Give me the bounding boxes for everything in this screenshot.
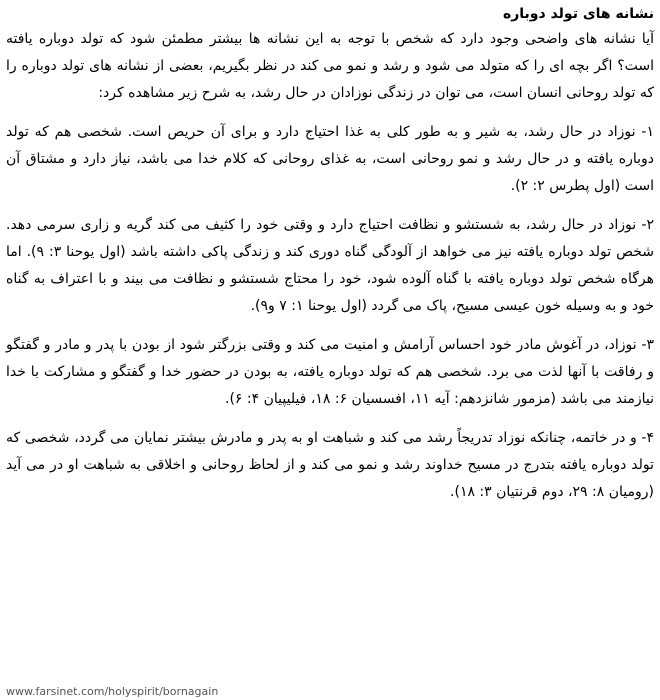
sign-1-paragraph: ۱- نوزاد در حال رشد، به شیر و به طور کلی به غذا احتیاج دارد و برای آن حریص است. شخصی هم که تولد دوباره یافته و در حال رشد و نمو روحانی است، به غذای روحانی که کلام خدا می باشد، نیاز دارد و مشتاق آن است (اول پطرس ۲: ۲). (6, 124, 654, 194)
sign-3-paragraph: ۳- نوزاد، در آغوش مادر خود احساس آرامش و امنیت می کند و وقتی بزرگتر شود از بودن با پدر و مادر و گفتگو و رفاقت با آنها لذت می برد. شخصی هم که تولد دوباره یافته، به بودن در حضور خدا و گفتگو و مشارکت با خدا نیازمند می باشد (مزمور شانزدهم: آیه ۱۱، افسسیان ۶: ۱۸، فیلیپیان ۴: ۶). (6, 337, 654, 407)
article (6, 3, 654, 518)
intro-paragraph: آیا نشانه های واضحی وجود دارد که شخص با توجه به این نشانه ها بیشتر مطمئن شود که تولد دوباره یافته است؟ اگر بچه ای را که متولد می شود و رشد و نمو می کند در نظر بگیریم، بعضی از نشانه های تولد دوباره را که تولد روحانی انسان است، می توان در زندگی نوزادان در حال رشد، به شرح زیر مشاهده کرد: (6, 31, 654, 101)
sign-4-paragraph: ۴- و در خاتمه، چنانکه نوزاد تدریجاً رشد می کند و شباهت او به پدر و مادرش بیشتر نمایان می گردد، شخصی که تولد دوباره یافته بتدرج در مسیح خداوند رشد و نمو می کند و از لحاظ روحانی و اخلاقی به شباهت او در می آید (رومیان ۸: ۲۹، دوم قرنتیان ۳: ۱۸). (6, 430, 654, 500)
source-url: www.farsinet.com/holyspirit/bornagain (6, 685, 219, 698)
article-title: نشانه های تولد دوباره (502, 6, 654, 22)
sign-2-paragraph: ۲- نوزاد در حال رشد، به شستشو و نظافت احتیاج دارد و وقتی خود را کثیف می کند گریه و زاری سرمی دهد. شخص تولد دوباره یافته نیز می خواهد از آلودگی گناه دوری کند و زندگی پاکی داشته باشد (اول یوحنا ۳: ۹). اما هرگاه شخص تولد دوباره یافته با گناه آلوده شود، خود را محتاج شستشو و نظافت می بیند و با اعتراف به گناه خود و به وسیله خون عیسی مسیح، پاک می گردد (اول یوحنا ۱: ۷ و۹). (6, 217, 654, 314)
